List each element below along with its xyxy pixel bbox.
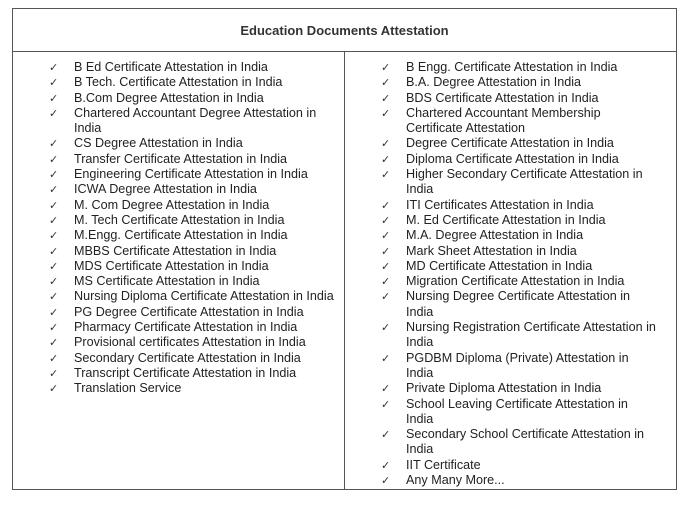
- list-item-text: MS Certificate Attestation in India: [74, 274, 260, 289]
- checkmark-icon: ✓: [49, 321, 59, 335]
- checkmark-icon: ✓: [381, 168, 391, 182]
- list-item: [13, 274, 344, 289]
- list-item-text: Higher Secondary Certificate Attestation in India: [406, 167, 643, 197]
- list-item: [13, 228, 344, 243]
- list-item-text: School Leaving Certificate Attestation in India: [406, 396, 628, 426]
- list-item-text: Transcript Certificate Attestation in India: [74, 365, 297, 380]
- list-item-text: Secondary School Certificate Attestation in India: [406, 427, 645, 457]
- checkmark-icon: ✓: [381, 76, 391, 90]
- list-item-text: B.A. Degree Attestation in India: [406, 75, 582, 90]
- list-item-text: Diploma Certificate Attestation in India: [406, 151, 619, 166]
- checkmark-icon: ✓: [49, 213, 59, 227]
- checkmark-icon: ✓: [381, 351, 391, 365]
- left-service-list: [13, 60, 344, 397]
- list-item: [13, 351, 344, 366]
- list-item: [13, 289, 344, 304]
- checkmark-icon: ✓: [49, 137, 59, 151]
- list-item-text: B Tech. Certificate Attestation in India: [74, 75, 283, 90]
- list-item-text: Nursing Degree Certificate Attestation in India: [406, 289, 630, 319]
- list-item-text: CS Degree Attestation in India: [74, 136, 243, 151]
- checkmark-icon: ✓: [381, 137, 391, 151]
- checkmark-icon: ✓: [49, 259, 59, 273]
- list-item-text: Degree Certificate Attestation in India: [406, 136, 614, 151]
- list-item: [13, 182, 344, 197]
- list-item: [345, 244, 676, 259]
- education-documents-table: [12, 8, 677, 490]
- list-item-text: B.Com Degree Attestation in India: [74, 90, 264, 105]
- checkmark-icon: ✓: [381, 61, 391, 74]
- checkmark-icon: ✓: [49, 336, 59, 350]
- list-item: [13, 60, 344, 75]
- checkmark-icon: ✓: [381, 259, 391, 273]
- list-item: [345, 136, 676, 151]
- list-item-text: B Engg. Certificate Attestation in India: [406, 60, 618, 74]
- list-item: [13, 305, 344, 320]
- checkmark-icon: ✓: [49, 183, 59, 197]
- checkmark-icon: ✓: [381, 382, 391, 396]
- list-item-text: PG Degree Certificate Attestation in India: [74, 304, 304, 319]
- right-column: [345, 52, 676, 489]
- checkmark-icon: ✓: [49, 366, 59, 380]
- list-item: [13, 91, 344, 106]
- list-item-text: MDS Certificate Attestation in India: [74, 258, 269, 273]
- list-item-text: Chartered Accountant Membership Certificate Attestation: [406, 105, 601, 136]
- list-item-text: Transfer Certificate Attestation in India: [74, 151, 288, 166]
- list-item: [13, 213, 344, 228]
- list-item-text: Provisional certificates Attestation in India: [74, 335, 306, 350]
- list-item: [345, 228, 676, 243]
- list-item-text: M. Com Degree Attestation in India: [74, 197, 270, 212]
- list-item-text: MBBS Certificate Attestation in India: [74, 243, 277, 258]
- checkmark-icon: ✓: [49, 106, 59, 120]
- list-item: [345, 274, 676, 289]
- list-item: [13, 167, 344, 182]
- list-item: [345, 458, 676, 473]
- list-item-text: M. Tech Certificate Attestation in India: [74, 212, 285, 227]
- list-item-text: Nursing Diploma Certificate Attestation in India: [74, 289, 334, 304]
- list-item-text: B Ed Certificate Attestation in India: [74, 60, 268, 74]
- checkmark-icon: ✓: [49, 61, 59, 74]
- list-item-text: M.A. Degree Attestation in India: [406, 228, 584, 243]
- list-item-text: Any Many More...: [406, 473, 505, 488]
- list-item-text: Migration Certificate Attestation in India: [406, 274, 625, 289]
- checkmark-icon: ✓: [381, 458, 391, 472]
- list-item: [345, 320, 676, 351]
- table-body: [13, 52, 676, 489]
- list-item-text: ITI Certificates Attestation in India: [406, 197, 594, 212]
- checkmark-icon: ✓: [49, 168, 59, 182]
- list-item: [13, 75, 344, 90]
- checkmark-icon: ✓: [381, 397, 391, 411]
- list-item: [345, 397, 676, 428]
- list-item-text: Engineering Certificate Attestation in India: [74, 167, 308, 182]
- list-item: [13, 152, 344, 167]
- list-item: [345, 213, 676, 228]
- list-item: [13, 381, 344, 396]
- list-item: [345, 289, 676, 320]
- list-item: [13, 106, 344, 137]
- checkmark-icon: ✓: [381, 428, 391, 442]
- list-item-text: Pharmacy Certificate Attestation in India: [74, 320, 298, 335]
- list-item: [13, 320, 344, 335]
- checkmark-icon: ✓: [49, 152, 59, 166]
- checkmark-icon: ✓: [49, 290, 59, 304]
- list-item-text: Mark Sheet Attestation in India: [406, 243, 577, 258]
- checkmark-icon: ✓: [49, 76, 59, 90]
- list-item-text: IIT Certificate: [406, 457, 481, 472]
- checkmark-icon: ✓: [49, 382, 59, 396]
- checkmark-icon: ✓: [381, 474, 391, 488]
- list-item: [13, 244, 344, 259]
- list-item: [13, 259, 344, 274]
- checkmark-icon: ✓: [49, 198, 59, 212]
- checkmark-icon: ✓: [381, 244, 391, 258]
- list-item: [345, 198, 676, 213]
- list-item-text: Secondary Certificate Attestation in India: [74, 350, 301, 365]
- list-item: [345, 259, 676, 274]
- list-item: [345, 60, 676, 75]
- list-item: [345, 152, 676, 167]
- list-item: [345, 473, 676, 488]
- list-item-text: M. Ed Certificate Attestation in India: [406, 212, 606, 227]
- checkmark-icon: ✓: [381, 213, 391, 227]
- list-item: [345, 381, 676, 396]
- list-item-text: Chartered Accountant Degree Attestation in India: [74, 105, 317, 136]
- list-item-text: Nursing Registration Certificate Attestation in India: [406, 320, 656, 350]
- list-item: [13, 366, 344, 381]
- list-item: [345, 167, 676, 198]
- checkmark-icon: ✓: [381, 275, 391, 289]
- checkmark-icon: ✓: [49, 351, 59, 365]
- list-item-text: Translation Service: [74, 381, 182, 396]
- list-item-text: PGDBM Diploma (Private) Attestation in India: [406, 350, 629, 380]
- right-service-list: [345, 60, 676, 488]
- checkmark-icon: ✓: [381, 321, 391, 335]
- list-item-text: ICWA Degree Attestation in India: [74, 182, 257, 197]
- checkmark-icon: ✓: [49, 275, 59, 289]
- list-item-text: Private Diploma Attestation in India: [406, 381, 602, 396]
- checkmark-icon: ✓: [381, 106, 391, 120]
- list-item-text: MD Certificate Attestation in India: [406, 258, 593, 273]
- list-item-text: M.Engg. Certificate Attestation in India: [74, 228, 288, 243]
- checkmark-icon: ✓: [49, 305, 59, 319]
- list-item: [345, 75, 676, 90]
- list-item: [13, 198, 344, 213]
- list-item-text: BDS Certificate Attestation in India: [406, 90, 599, 105]
- checkmark-icon: ✓: [381, 229, 391, 243]
- list-item: [345, 427, 676, 458]
- list-item: [345, 106, 676, 137]
- list-item: [345, 351, 676, 382]
- list-item: [13, 136, 344, 151]
- table-title: Education Documents Attestation: [13, 9, 676, 52]
- list-item: [13, 335, 344, 350]
- checkmark-icon: ✓: [49, 244, 59, 258]
- list-item: [345, 91, 676, 106]
- checkmark-icon: ✓: [381, 198, 391, 212]
- checkmark-icon: ✓: [381, 290, 391, 304]
- checkmark-icon: ✓: [49, 91, 59, 105]
- left-column: [13, 52, 345, 489]
- checkmark-icon: ✓: [381, 152, 391, 166]
- checkmark-icon: ✓: [49, 229, 59, 243]
- checkmark-icon: ✓: [381, 91, 391, 105]
